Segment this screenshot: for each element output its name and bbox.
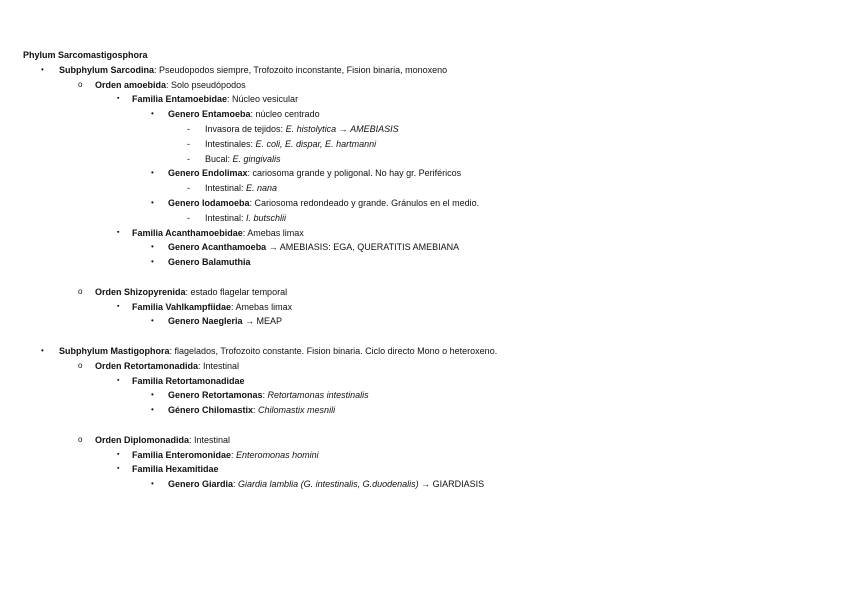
species-name: Chilomastix mesnili [258,405,336,416]
list-item-amoebida [23,78,823,93]
disc-bullet-icon: • [151,405,154,415]
species-name: Enteromonas homini [236,449,319,460]
square-bullet-icon: ▪ [117,228,120,236]
document-body [23,48,823,492]
right-arrow-icon: → [266,242,280,253]
disc-bullet-icon: • [41,345,44,355]
dash-bullet-icon: - [187,153,190,164]
species-name: Giardia lamblia (G. intestinalis, G.duodenalis) [238,479,419,490]
list-item-acanthamoebidae [23,226,823,241]
right-arrow-icon: → [418,479,433,490]
family-heading: Familia Retortamonadidae [132,375,245,386]
subphylum-description: : flagelados, Trofozoito constante. Fision binaria. Ciclo directo Mono o heteroxeno. [169,345,498,356]
family-heading: Familia Vahlkampfiidae [132,301,232,312]
list-item-iodamoeba [23,196,823,211]
list-item-retortamonas: • Genero Retortamonas: Retortamonas intestinalis [23,388,823,403]
order-heading: Orden amoebida [95,79,167,90]
genus-description: : Cariosoma redondeado y grande. Gránulos en el medio. [249,197,480,208]
disc-bullet-icon: • [151,257,154,267]
order-heading: Orden Retortamonadida [95,360,199,371]
family-heading: Familia Acanthamoebidae [132,227,243,238]
genus-heading: Genero Acanthamoeba [168,242,267,253]
genus-description: AMEBIASIS: EGA, QUERATITIS AMEBIANA [279,242,460,253]
square-bullet-icon: ▪ [117,376,120,384]
species-name: E. gingivalis [232,153,281,164]
square-bullet-icon: ▪ [117,450,120,458]
order-heading: Orden Diplomonadida [95,434,190,445]
disc-bullet-icon: • [151,197,154,207]
disease-name: GIARDIASIS [432,479,485,490]
order-description: : estado flagelar temporal [185,286,288,297]
list-item-acanthamoeba [23,240,823,255]
circle-bullet-icon: o [78,360,83,370]
order-description: : Intestinal [198,360,240,371]
genus-heading: Género Chilomastix [168,405,254,416]
list-item-entamoebidae [23,92,823,107]
genus-heading: Genero Naegleria [168,316,243,327]
family-heading: Familia Enteromonidae [132,449,232,460]
disc-bullet-icon: • [151,390,154,400]
list-item-entamoeba [23,107,823,122]
circle-bullet-icon: o [78,79,83,89]
spacer [23,418,823,433]
order-heading: Orden Shizopyrenida [95,286,186,297]
subphylum-description: : Pseudopodos siempre, Trofozoito inconstante, Fision binaria, monoxeno [154,64,448,75]
family-heading: Familia Entamoebidae [132,94,228,105]
list-item-mastigophora [23,344,823,359]
list-item-enteromonidae: ▪ Familia Enteromonidae: Enteromonas homini [23,448,823,463]
dash-bullet-icon: - [187,183,190,194]
subphylum-heading: Subphylum Mastigophora [59,345,170,356]
disc-bullet-icon: • [151,242,154,252]
list-item-retortamonadidae [23,374,823,389]
family-heading: Familia Hexamitidae [132,464,219,475]
list-item-vahlkampfiidae [23,300,823,315]
list-item-naegleria [23,314,823,329]
circle-bullet-icon: o [78,286,83,296]
circle-bullet-icon: o [78,434,83,444]
spacer [23,329,823,344]
species-name: E. nana [246,183,278,194]
disease-name: AMEBIASIS [350,123,399,134]
species-name: I. butschlii [246,212,287,223]
list-item-intestinales: - Intestinales: E. coli, E. dispar, E. hartmanni [23,137,823,152]
family-description: : Amebas limax [231,301,293,312]
square-bullet-icon: ▪ [117,95,120,103]
species-name: Retortamonas intestinalis [267,390,369,401]
disc-bullet-icon: • [151,479,154,489]
dash-bullet-icon: - [187,138,190,149]
spacer [23,270,823,285]
list-item-diplomonadida [23,433,823,448]
list-item-shizopyrenida [23,285,823,300]
list-item-iodamoeba-intestinal: - Intestinal: I. butschlii [23,211,823,226]
disc-bullet-icon: • [151,316,154,326]
genus-heading: Genero Iodamoeba [168,197,250,208]
square-bullet-icon: ▪ [117,465,120,473]
order-description: : Solo pseudópodos [166,79,246,90]
species-name: E. coli, E. dispar, E. hartmanni [255,138,377,149]
dash-bullet-icon: - [187,212,190,223]
list-item-retortamonadida [23,359,823,374]
list-item-endolimax [23,166,823,181]
subphylum-heading: Subphylum Sarcodina [59,64,155,75]
genus-description: : cariosoma grande y poligonal. No hay gr. Periféricos [247,168,462,179]
list-item-bucal: - Bucal: E. gingivalis [23,152,823,167]
species-name: E. histolytica [285,123,337,134]
list-item-giardia: • Genero Giardia: Giardia lamblia (G. intestinalis, G.duodenalis) → GIARDIASIS [23,477,823,492]
disc-bullet-icon: • [41,64,44,74]
disc-bullet-icon: • [151,109,154,119]
genus-description: : núcleo centrado [250,109,320,120]
square-bullet-icon: ▪ [117,302,120,310]
disc-bullet-icon: • [151,168,154,178]
dash-bullet-icon: - [187,123,190,134]
genus-heading: Genero Entamoeba [168,109,251,120]
list-item-sarcodina [23,63,823,78]
list-item-hexamitidae [23,462,823,477]
family-description: : Amebas limax [242,227,304,238]
right-arrow-icon: → [336,123,351,134]
list-item-balamuthia [23,255,823,270]
genus-heading: Genero Balamuthia [168,257,251,268]
order-description: : Intestinal [189,434,231,445]
list-item-endolimax-intestinal: - Intestinal: E. nana [23,181,823,196]
genus-description: MEAP [256,316,283,327]
list-item-chilomastix: • Género Chilomastix: Chilomastix mesnili [23,403,823,418]
right-arrow-icon: → [242,316,257,327]
genus-heading: Genero Retortamonas [168,390,263,401]
phylum-title: Phylum Sarcomastigosphora [23,50,148,60]
genus-heading: Genero Giardia [168,479,234,490]
list-item-invasora: - Invasora de tejidos: E. histolytica → AMEBIASIS [23,122,823,137]
family-description: : Núcleo vesicular [227,94,299,105]
genus-heading: Genero Endolimax [168,168,248,179]
